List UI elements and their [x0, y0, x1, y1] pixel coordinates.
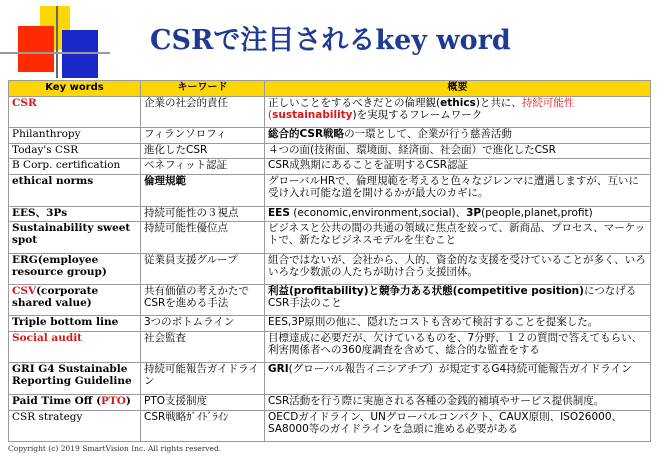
keyword-ja: 社会監査 [141, 332, 265, 363]
table-row [9, 253, 651, 284]
header-keywords-en: Key words [9, 81, 141, 97]
keyword-en: B Corp. certification [9, 159, 141, 175]
keyword-en: Triple bottom line [9, 316, 141, 332]
decor-vertical-line [56, 6, 58, 78]
keyword-desc: 総合的CSR戦略の一環として、企業が行う慈善活動 [265, 128, 651, 144]
table-row [9, 206, 651, 222]
table-row [9, 159, 651, 175]
table-row [9, 222, 651, 253]
decor-blue-block [62, 30, 98, 78]
table-row [9, 316, 651, 332]
keyword-ja: 進化したCSR [141, 143, 265, 159]
keyword-en: CSV(corporate shared value) [9, 285, 141, 316]
keyword-en: Social audit [9, 332, 141, 363]
table-row [9, 143, 651, 159]
keyword-ja: フィランソロフィ [141, 128, 265, 144]
keyword-desc: 利益(profitability)と競争力ある状態(competitive position)につなげるCSR手法のこと [265, 285, 651, 316]
keyword-desc: CSR成熟期にあることを証明するCSR認証 [265, 159, 651, 175]
keyword-desc: グローバルHRで、倫理規範を考えると色々なジレンマに遭遇しますが、互いに受け入れ可能な道を開けるかが最大のカギに。 [265, 175, 651, 206]
keyword-ja: 共有価値の考えかたでCSRを進める手法 [141, 285, 265, 316]
keyword-en: Today's CSR [9, 143, 141, 159]
keyword-ja: 持続可能性の３視点 [141, 206, 265, 222]
keyword-desc: OECDガイドライン、UNグローバルコンパクト、CAUX原則、ISO26000、SA8000等のガイドラインを急頭に進める必要がある [265, 410, 651, 441]
keyword-desc: ビジネスと公共の間の共通の領域に焦点を絞って、新商品、プロセス、マーケットで、新たなビジネスモデルを生むこと [265, 222, 651, 253]
keyword-desc: 組合ではないが、会社から、人的、資金的な支援を受けていることが多く、いろいろな少数派の人たちが助け合う支援団体。 [265, 253, 651, 284]
keyword-en: Paid Time Off (PTO) [9, 394, 141, 410]
keyword-desc: GRI(グローバル報告イニシアチブ）が規定するG4持続可能報告ガイドライン [265, 363, 651, 394]
table-row [9, 332, 651, 363]
keyword-desc: CSR活動を行う際に実施される各種の金銭的補填やサービス提供制度。 [265, 394, 651, 410]
keyword-desc: ４つの面(技術面、環境面、経済面、社会面）で進化したCSR [265, 143, 651, 159]
keyword-desc: EES,3P原則の他に、隠れたコストも含めて検討することを提案した。 [265, 316, 651, 332]
keyword-en: EES、3Ps [9, 206, 141, 222]
keyword-ja: 持続可能報告ガイドライン [141, 363, 265, 394]
table-header-row [9, 81, 651, 97]
decor-horizontal-line [0, 52, 110, 54]
keyword-ja: 従業員支援グループ [141, 253, 265, 284]
decor-red-block [18, 26, 54, 72]
table-row [9, 394, 651, 410]
keyword-desc: EES (economic,environment,social)、3P(people,planet,profit) [265, 206, 651, 222]
keyword-en: CSR strategy [9, 410, 141, 441]
keyword-en: CSR [9, 96, 141, 127]
keyword-table [8, 80, 651, 442]
keyword-ja: 3つのボトムライン [141, 316, 265, 332]
page-title: CSRで注目されるkey word [150, 25, 511, 56]
keyword-en: Sustainability sweet spot [9, 222, 141, 253]
keyword-ja: PTO支援制度 [141, 394, 265, 410]
keyword-desc: 目標達成に必要だが、欠けているものを、7分野、１２の質問で答えてもらい、利害関係者への360度調査を含めて、総合的な監査をする [265, 332, 651, 363]
keyword-en: ethical norms [9, 175, 141, 206]
keyword-en: Philanthropy [9, 128, 141, 144]
copyright-notice: Copyright (c) 2019 SmartVision Inc. All rights reserved. [8, 444, 222, 453]
keyword-en: GRI G4 Sustainable Reporting Guideline [9, 363, 141, 394]
keyword-ja: 持続可能性優位点 [141, 222, 265, 253]
table-row [9, 175, 651, 206]
keyword-ja: CSR戦略ｶﾞｲﾄﾞﾗｲﾝ [141, 410, 265, 441]
table-row [9, 410, 651, 441]
header-summary: 概要 [265, 81, 651, 97]
keyword-ja: 企業の社会的責任 [141, 96, 265, 127]
table-row [9, 128, 651, 144]
keyword-en: ERG(employee resource group) [9, 253, 141, 284]
table-row [9, 285, 651, 316]
keyword-desc: 正しいことをするべきだとの倫理観(ethics)と共に、持続可能性(sustainability)を実現するフレームワーク [265, 96, 651, 127]
header-keywords-ja: キーワード [141, 81, 265, 97]
keyword-ja: ベネフィット認証 [141, 159, 265, 175]
keyword-ja: 倫理規範 [141, 175, 265, 206]
table-row [9, 363, 651, 394]
table-row [9, 96, 651, 127]
